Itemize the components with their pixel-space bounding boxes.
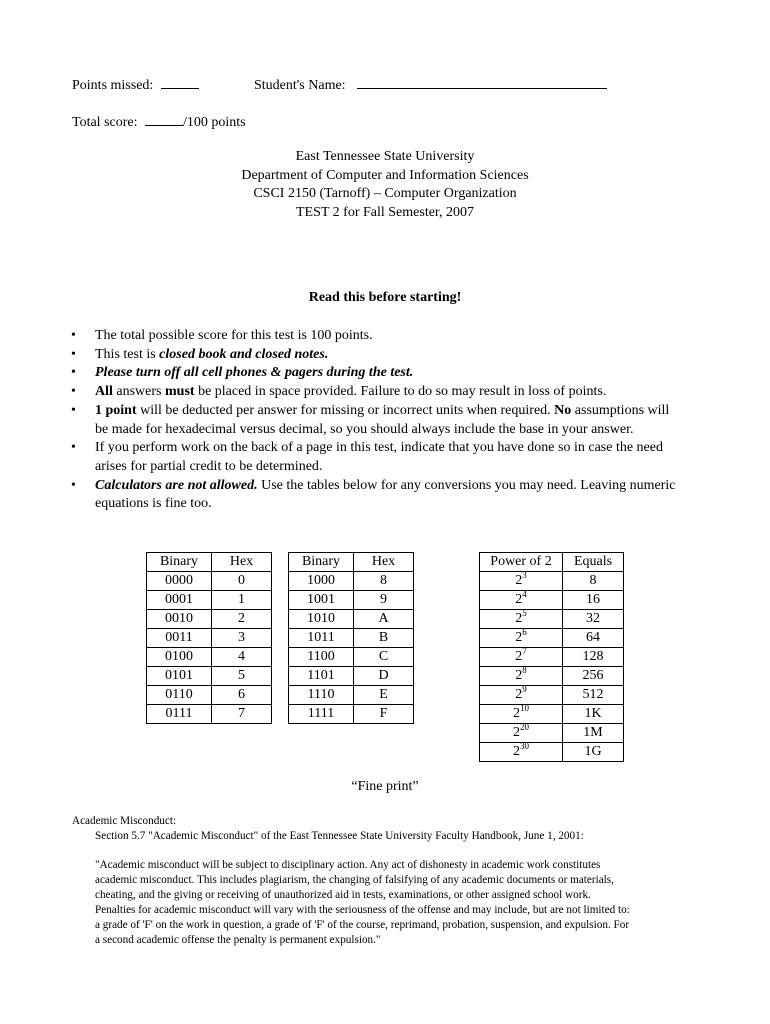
table-row — [147, 648, 272, 667]
hex-header: Hex — [212, 553, 272, 572]
table-row — [289, 667, 414, 686]
power-exponent: 3 — [522, 570, 527, 580]
power-exponent: 4 — [522, 589, 527, 599]
section-reference: Section 5.7 "Academic Misconduct" of the East Tennessee State University Faculty Handbook, June 1, 2001: — [95, 830, 584, 842]
student-name-row — [254, 76, 607, 95]
table-header-row — [480, 553, 624, 572]
binary-header: Binary — [147, 553, 212, 572]
powers-of-two-table — [479, 552, 624, 762]
power-cell — [480, 686, 563, 705]
power-exponent: 5 — [522, 608, 527, 618]
list-item — [72, 383, 682, 402]
table-row — [480, 686, 624, 705]
hex-cell: A — [354, 610, 414, 629]
list-item — [72, 346, 682, 365]
student-name-label: Student's Name: — [254, 78, 346, 93]
instruction-text: will be deducted per answer for missing or incorrect units when required. — [136, 402, 555, 418]
misconduct-quote — [95, 858, 715, 948]
binary-cell: 1011 — [289, 629, 354, 648]
power-header: Power of 2 — [480, 553, 563, 572]
binary-hex-body — [289, 572, 414, 724]
power-cell — [480, 591, 563, 610]
title-block — [0, 148, 770, 223]
hex-cell: 5 — [212, 667, 272, 686]
binary-cell: 1001 — [289, 591, 354, 610]
binary-cell: 0100 — [147, 648, 212, 667]
test-title: TEST 2 for Fall Semester, 2007 — [295, 205, 475, 221]
power-exponent: 30 — [520, 741, 529, 751]
powers-body — [480, 572, 624, 762]
binary-hex-table-right — [288, 552, 414, 724]
list-item — [72, 327, 682, 346]
binary-cell: 0001 — [147, 591, 212, 610]
instruction-strong: All — [95, 384, 113, 400]
binary-cell: 0011 — [147, 629, 212, 648]
power-exponent: 9 — [522, 684, 527, 694]
table-row — [289, 648, 414, 667]
equals-cell: 8 — [563, 572, 624, 591]
power-base: 2 — [515, 611, 523, 626]
power-base: 2 — [515, 573, 523, 588]
quote-line: cheating, and the giving or receiving of unauthorized aid in tests, examinations, or other assigned school work. — [95, 889, 591, 901]
binary-cell: 1110 — [289, 686, 354, 705]
equals-cell: 256 — [563, 667, 624, 686]
total-score-label: Total score: — [72, 115, 138, 130]
table-row — [480, 572, 624, 591]
binary-cell: 0111 — [147, 705, 212, 724]
instruction-strong: must — [165, 384, 195, 400]
table-row — [147, 686, 272, 705]
power-exponent: 6 — [522, 627, 527, 637]
bullet-icon: • — [71, 346, 76, 362]
hex-cell: 4 — [212, 648, 272, 667]
bullet-icon: • — [71, 440, 76, 456]
hex-cell: C — [354, 648, 414, 667]
equals-cell: 512 — [563, 686, 624, 705]
bullet-icon: • — [71, 328, 76, 343]
equals-cell: 64 — [563, 629, 624, 648]
quote-line: a grade of 'F' on the work in question, a grade of 'F' of the course, reprimand, probation, suspension, and expulsion. For — [95, 919, 630, 931]
hex-cell: 3 — [212, 629, 272, 648]
binary-cell: 1111 — [289, 705, 354, 724]
power-base: 2 — [515, 592, 523, 607]
hex-cell: 2 — [212, 610, 272, 629]
table-row — [289, 572, 414, 591]
university-name: East Tennessee State University — [295, 149, 475, 164]
table-row — [147, 610, 272, 629]
power-base: 2 — [513, 725, 520, 740]
instruction-strong: 1 point — [95, 402, 137, 418]
instruction-emphasis: Please turn off all cell phones & pagers during the test. — [95, 365, 414, 381]
table-row — [289, 629, 414, 648]
table-row — [289, 610, 414, 629]
total-score-suffix: /100 points — [183, 115, 246, 130]
power-cell — [480, 705, 563, 724]
fine-print-title: “Fine print” — [351, 779, 419, 794]
table-header-row — [289, 553, 414, 572]
table-row — [147, 705, 272, 724]
bullet-icon: • — [71, 477, 76, 493]
power-cell — [480, 667, 563, 686]
hex-cell: 8 — [354, 572, 414, 591]
equals-header: Equals — [563, 553, 624, 572]
power-base: 2 — [515, 649, 523, 664]
hex-cell: D — [354, 667, 414, 686]
instruction-text: be placed in space provided. Failure to do so may result in loss of points. — [194, 384, 607, 400]
power-exponent: 8 — [522, 665, 527, 675]
power-exponent: 10 — [520, 703, 529, 713]
equals-cell: 16 — [563, 591, 624, 610]
equals-cell: 1K — [563, 705, 624, 724]
equals-cell: 128 — [563, 648, 624, 667]
quote-line: "Academic misconduct will be subject to disciplinary action. Any act of dishonesty in academic work constitutes — [95, 859, 601, 871]
equals-cell: 1G — [563, 743, 624, 762]
table-row — [480, 648, 624, 667]
department-name: Department of Computer and Information Sciences — [241, 167, 529, 183]
binary-cell: 0110 — [147, 686, 212, 705]
table-row — [480, 667, 624, 686]
binary-cell: 0010 — [147, 610, 212, 629]
instruction-text: Use the tables below for any conversions you may need. Leaving numeric equations is fine too. — [95, 477, 676, 512]
instruction-emphasis: Calculators are not allowed. — [95, 477, 258, 493]
instruction-text: answers — [112, 384, 165, 400]
quote-line: academic misconduct. This includes plagiarism, the changing of falsifying of any academic documents or materials, — [95, 874, 614, 886]
binary-cell: 1100 — [289, 648, 354, 667]
hex-cell: 0 — [212, 572, 272, 591]
hex-cell: E — [354, 686, 414, 705]
instruction-text: If you perform work on the back of a page in this test, indicate that you have done so in case the need arises for partial credit to be determined. — [95, 440, 663, 474]
quote-line: Penalties for academic misconduct will vary with the seriousness of the offense and may include, but are not limited to: — [95, 904, 630, 916]
instruction-text: assumptions will be made for hexadecimal versus decimal, so you should always include the base in your answer. — [95, 402, 670, 437]
table-row — [480, 591, 624, 610]
equals-cell: 1M — [563, 724, 624, 743]
hex-cell: 7 — [212, 705, 272, 724]
power-base: 2 — [515, 668, 523, 683]
binary-cell: 1010 — [289, 610, 354, 629]
total-score-field[interactable] — [145, 113, 183, 126]
hex-cell: 9 — [354, 591, 414, 610]
misconduct-label: Academic Misconduct: — [72, 815, 177, 827]
bullet-icon: • — [71, 402, 76, 418]
power-exponent: 20 — [520, 722, 529, 732]
power-base: 2 — [513, 706, 520, 721]
table-row — [480, 610, 624, 629]
binary-header: Binary — [289, 553, 354, 572]
binary-hex-body — [147, 572, 272, 724]
table-row — [480, 705, 624, 724]
points-missed-label: Points missed: — [72, 78, 154, 93]
hex-header: Hex — [354, 553, 414, 572]
table-row — [147, 572, 272, 591]
instructions-heading: Read this before starting! — [308, 290, 462, 305]
power-cell — [480, 629, 563, 648]
bullet-icon: • — [71, 365, 76, 381]
hex-cell: 6 — [212, 686, 272, 705]
power-base: 2 — [515, 630, 523, 645]
bullet-icon: • — [71, 384, 76, 400]
power-cell — [480, 572, 563, 591]
table-row — [480, 724, 624, 743]
points-missed-field[interactable] — [161, 76, 199, 89]
instruction-emphasis: closed book and closed notes. — [159, 346, 329, 362]
table-row — [147, 591, 272, 610]
hex-cell: B — [354, 629, 414, 648]
table-row — [480, 743, 624, 762]
power-base: 2 — [513, 744, 520, 759]
list-item — [72, 439, 682, 476]
instruction-text: This test is — [95, 346, 160, 362]
power-cell — [480, 648, 563, 667]
power-exponent: 7 — [522, 646, 527, 656]
course-name: CSCI 2150 (Tarnoff) – Computer Organization — [253, 186, 517, 202]
hex-cell: 1 — [212, 591, 272, 610]
power-cell — [480, 743, 563, 762]
list-item — [72, 402, 682, 439]
list-item — [72, 477, 682, 514]
binary-cell: 0101 — [147, 667, 212, 686]
table-header-row — [147, 553, 272, 572]
equals-cell: 32 — [563, 610, 624, 629]
binary-cell: 1101 — [289, 667, 354, 686]
instructions-list — [72, 327, 682, 514]
binary-hex-table-left — [146, 552, 272, 724]
list-item — [72, 364, 682, 383]
table-row — [147, 629, 272, 648]
points-missed-row — [72, 76, 199, 95]
instruction-text: The total possible score for this test is 100 points. — [95, 328, 373, 343]
table-row — [289, 686, 414, 705]
power-cell — [480, 610, 563, 629]
power-base: 2 — [515, 687, 523, 702]
table-row — [289, 591, 414, 610]
binary-cell: 1000 — [289, 572, 354, 591]
hex-cell: F — [354, 705, 414, 724]
quote-line: a second academic offense the penalty is permanent expulsion." — [95, 934, 381, 946]
table-row — [289, 705, 414, 724]
student-name-field[interactable] — [357, 76, 607, 89]
total-score-row — [72, 113, 246, 132]
table-row — [480, 629, 624, 648]
instruction-strong: No — [554, 402, 572, 418]
binary-cell: 0000 — [147, 572, 212, 591]
table-row — [147, 667, 272, 686]
power-cell — [480, 724, 563, 743]
